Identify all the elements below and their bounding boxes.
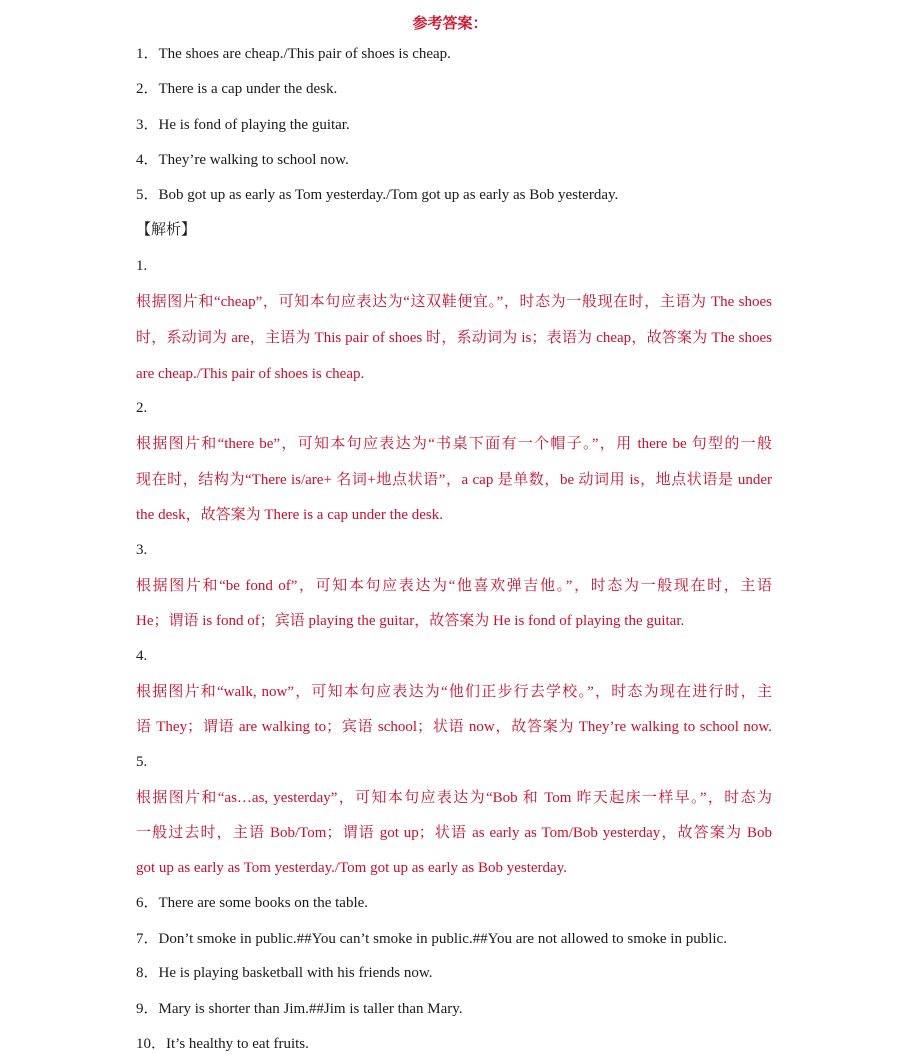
analysis-text-line: 根据图片和“cheap”，可知本句应表达为“这双鞋便宜。”，时态为一般现在时，主语为 The shoes [136,294,772,310]
answer-text: There are some books on the table. [158,895,369,911]
answer-text: Bob got up as early as Tom yesterday./Tom got up as early as Bob yesterday. [158,187,619,203]
answer-number: 9． [136,1001,159,1017]
answer-line [136,185,772,205]
analysis-number: 3. [136,542,148,558]
answer-text: Mary is shorter than Jim.##Jim is taller than Mary. [158,1001,463,1017]
analysis-text-line: 语 They；谓语 are walking to；宾语 school；状语 now，故答案为 They’re walking to school now. [136,719,772,735]
answer-line [136,963,772,983]
answer-number: 4． [136,152,159,168]
analysis-number: 2. [136,400,148,416]
answer-number: 5． [136,187,159,203]
analysis-text-line: 现在时，结构为“There is/are+ 名词+地点状语”，a cap 是单数，be 动词用 is，地点状语是 under [136,472,772,488]
analysis-text-line: 根据图片和“as…as, yesterday”，可知本句应表达为“Bob 和 Tom 昨天起床一样早。”，时态为 [136,790,772,806]
analysis-text-line: 根据图片和“walk, now”，可知本句应表达为“他们正步行去学校。”，时态为现在进行时，主 [136,684,772,700]
analysis-text-line: 一般过去时，主语 Bob/Tom；谓语 got up；状语 as early as Tom/Bob yesterday，故答案为 Bob [136,825,772,841]
answer-number: 8． [136,965,159,981]
answer-number: 1． [136,46,159,62]
answer-text: It’s healthy to eat fruits. [166,1036,309,1052]
answer-line [136,999,772,1019]
answer-number: 6． [136,895,159,911]
answer-text: He is fond of playing the guitar. [158,117,350,133]
answer-text: He is playing basketball with his friends now. [158,965,433,981]
answer-text: There is a cap under the desk. [158,81,338,97]
analysis-text-line: He；谓语 is fond of；宾语 playing the guitar，故答案为 He is fond of playing the guitar. [136,613,685,629]
analysis-number: 1. [136,258,148,274]
analysis-number: 5. [136,754,148,770]
page-title: 参考答案： [412,14,488,32]
analysis-text-line: are cheap./This pair of shoes is cheap. [136,366,365,382]
analysis-text-line: 根据图片和“be fond of”，可知本句应表达为“他喜欢弹吉他。”，时态为一般现在时，主语 [136,578,772,594]
analysis-heading: 【解析】 [136,222,197,238]
answer-line [136,1034,772,1054]
answer-number: 7． [136,931,159,947]
answer-number: 3． [136,117,159,133]
answer-text: The shoes are cheap./This pair of shoes is cheap. [158,46,451,62]
answer-line [136,79,772,99]
answer-text: They’re walking to school now. [158,152,349,168]
answer-line [136,115,772,135]
answer-text: Don’t smoke in public.##You can’t smoke in public.##You are not allowed to smoke in public. [158,931,727,947]
analysis-text-line: got up as early as Tom yesterday./Tom got up as early as Bob yesterday. [136,860,567,876]
analysis-number: 4. [136,648,148,664]
answer-line [136,150,772,170]
answer-number: 10． [136,1036,167,1052]
analysis-text-line: 时，系动词为 are，主语为 This pair of shoes 时，系动词为 is；表语为 cheap，故答案为 The shoes [136,330,772,346]
answer-number: 2． [136,81,159,97]
analysis-text-line: 根据图片和“there be”，可知本句应表达为“书桌下面有一个帽子。”，用 there be 句型的一般 [136,436,772,452]
analysis-text-line: the desk，故答案为 There is a cap under the desk. [136,507,443,523]
answer-line [136,893,772,913]
answer-line [136,44,772,64]
answer-line [136,929,772,949]
